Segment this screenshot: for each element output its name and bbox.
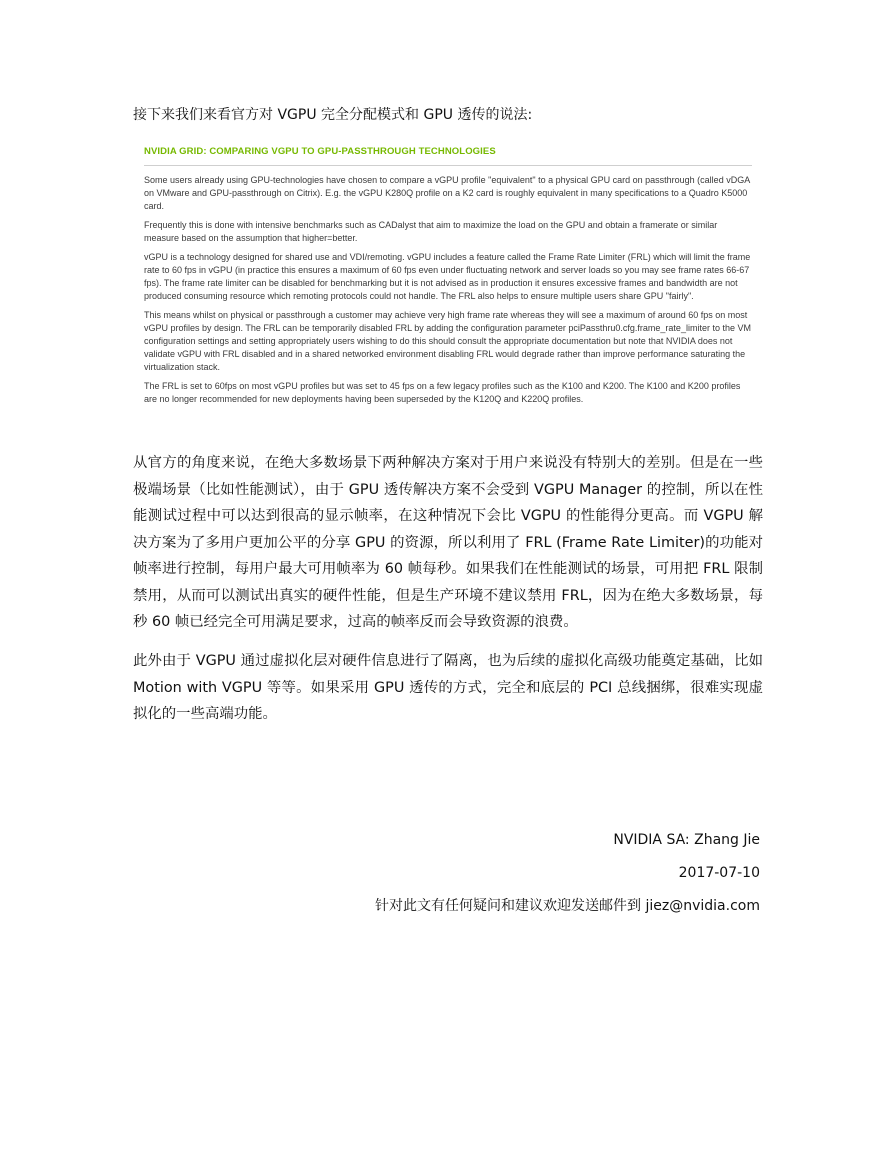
excerpt-paragraph-4: This means whilst on physical or passthrough a customer may achieve very high frame rate whereas they will see a maximum of around 60 fps on most vGPU profiles by design. The FRL can be temporarily disabled FRL by adding the configuration parameter pciPassthru0.cfg.frame_rate_limiter to the VM configuration settings and setting appropriately users wishing to do this should consult the appropriate documentation but note that NVIDIA does not validate vGPU with FRL disabled and in a shared networked environment disabling FRL would degrade rather than improve performance saturating the virtualization stack.	[144, 310, 751, 372]
excerpt-divider	[144, 165, 752, 166]
intro-text: 接下来我们来看官方对 VGPU 完全分配模式和 GPU 透传的说法:	[133, 107, 533, 123]
body-paragraph-2: 此外由于 VGPU 通过虚拟化层对硬件信息进行了隔离，也为后续的虚拟化高级功能奠定基础，比如 Motion with VGPU 等等。如果采用 GPU 透传的方式，完全和底层的 PCI 总线捆绑，很难实现虚拟化的一些高端功能。	[133, 653, 763, 722]
body-paragraph-1: 从官方的角度来说，在绝大多数场景下两种解决方案对于用户来说没有特别大的差别。但是在一些极端场景（比如性能测试），由于 GPU 透传解决方案不会受到 VGPU Manager 的控制，所以在性能测试过程中可以达到很高的显示帧率，在这种情况下会比 VGPU 的性能得分更高。而 VGPU 解决方案为了多用户更加公平的分享 GPU 的资源，所以利用了 FRL (Frame Rate Limiter)的功能对帧率进行控制，每用户最大可用帧率为 60 帧每秒。如果我们在性能测试的场景，可用把 FRL 限制禁用，从而可以测试出真实的硬件性能，但是生产环境不建议禁用 FRL，因为在绝大多数场景，每秒 60 帧已经完全可用满足要求，过高的帧率反而会导致资源的浪费。	[133, 455, 763, 630]
excerpt-paragraph-1: Some users already using GPU-technologies have chosen to compare a vGPU profile "equivalent" to a physical GPU card on passthrough (called vDGA on VMware and GPU-passthrough on Citrix). E.g. the vGPU K280Q profile on a K2 card is roughly equivalent in many specifications to a Quadro K5000 card.	[144, 175, 750, 211]
excerpt-paragraph-3: vGPU is a technology designed for shared use and VDI/remoting. vGPU includes a feature called the Frame Rate Limiter (FRL) which will limit the frame rate to 60 fps in vGPU (in practice this ensures a maximum of 60 fps even under fluctuating network and server loads so you may see frame rates 66-67 fps). The frame rate limiter can be disabled for benchmarking but it is not advised as in production it ensures excessive frames and bandwidth are not produced consuming resource which remoting protocols could not handle. The FRL also helps to ensure multiple users share GPU "fairly".	[144, 252, 751, 301]
signature-author: NVIDIA SA: Zhang Jie	[613, 832, 760, 848]
excerpt-paragraph-2: Frequently this is done with intensive benchmarks such as CADalyst that aim to maximize the load on the GPU and obtain a framerate or similar measure based on the assumption that higher=better.	[144, 220, 718, 243]
excerpt-heading: NVIDIA GRID: COMPARING VGPU TO GPU-PASSTHROUGH TECHNOLOGIES	[144, 146, 496, 157]
signature-contact: 针对此文有任何疑问和建议欢迎发送邮件到 jiez@nvidia.com	[375, 898, 760, 914]
signature-date: 2017-07-10	[678, 865, 760, 881]
excerpt-paragraph-5: The FRL is set to 60fps on most vGPU profiles but was set to 45 fps on a few legacy profiles such as the K100 and K200. The K100 and K200 profiles are no longer recommended for new deployments having been superseded by the K120Q and K220Q profiles.	[144, 381, 741, 404]
quoted-excerpt	[144, 144, 752, 412]
